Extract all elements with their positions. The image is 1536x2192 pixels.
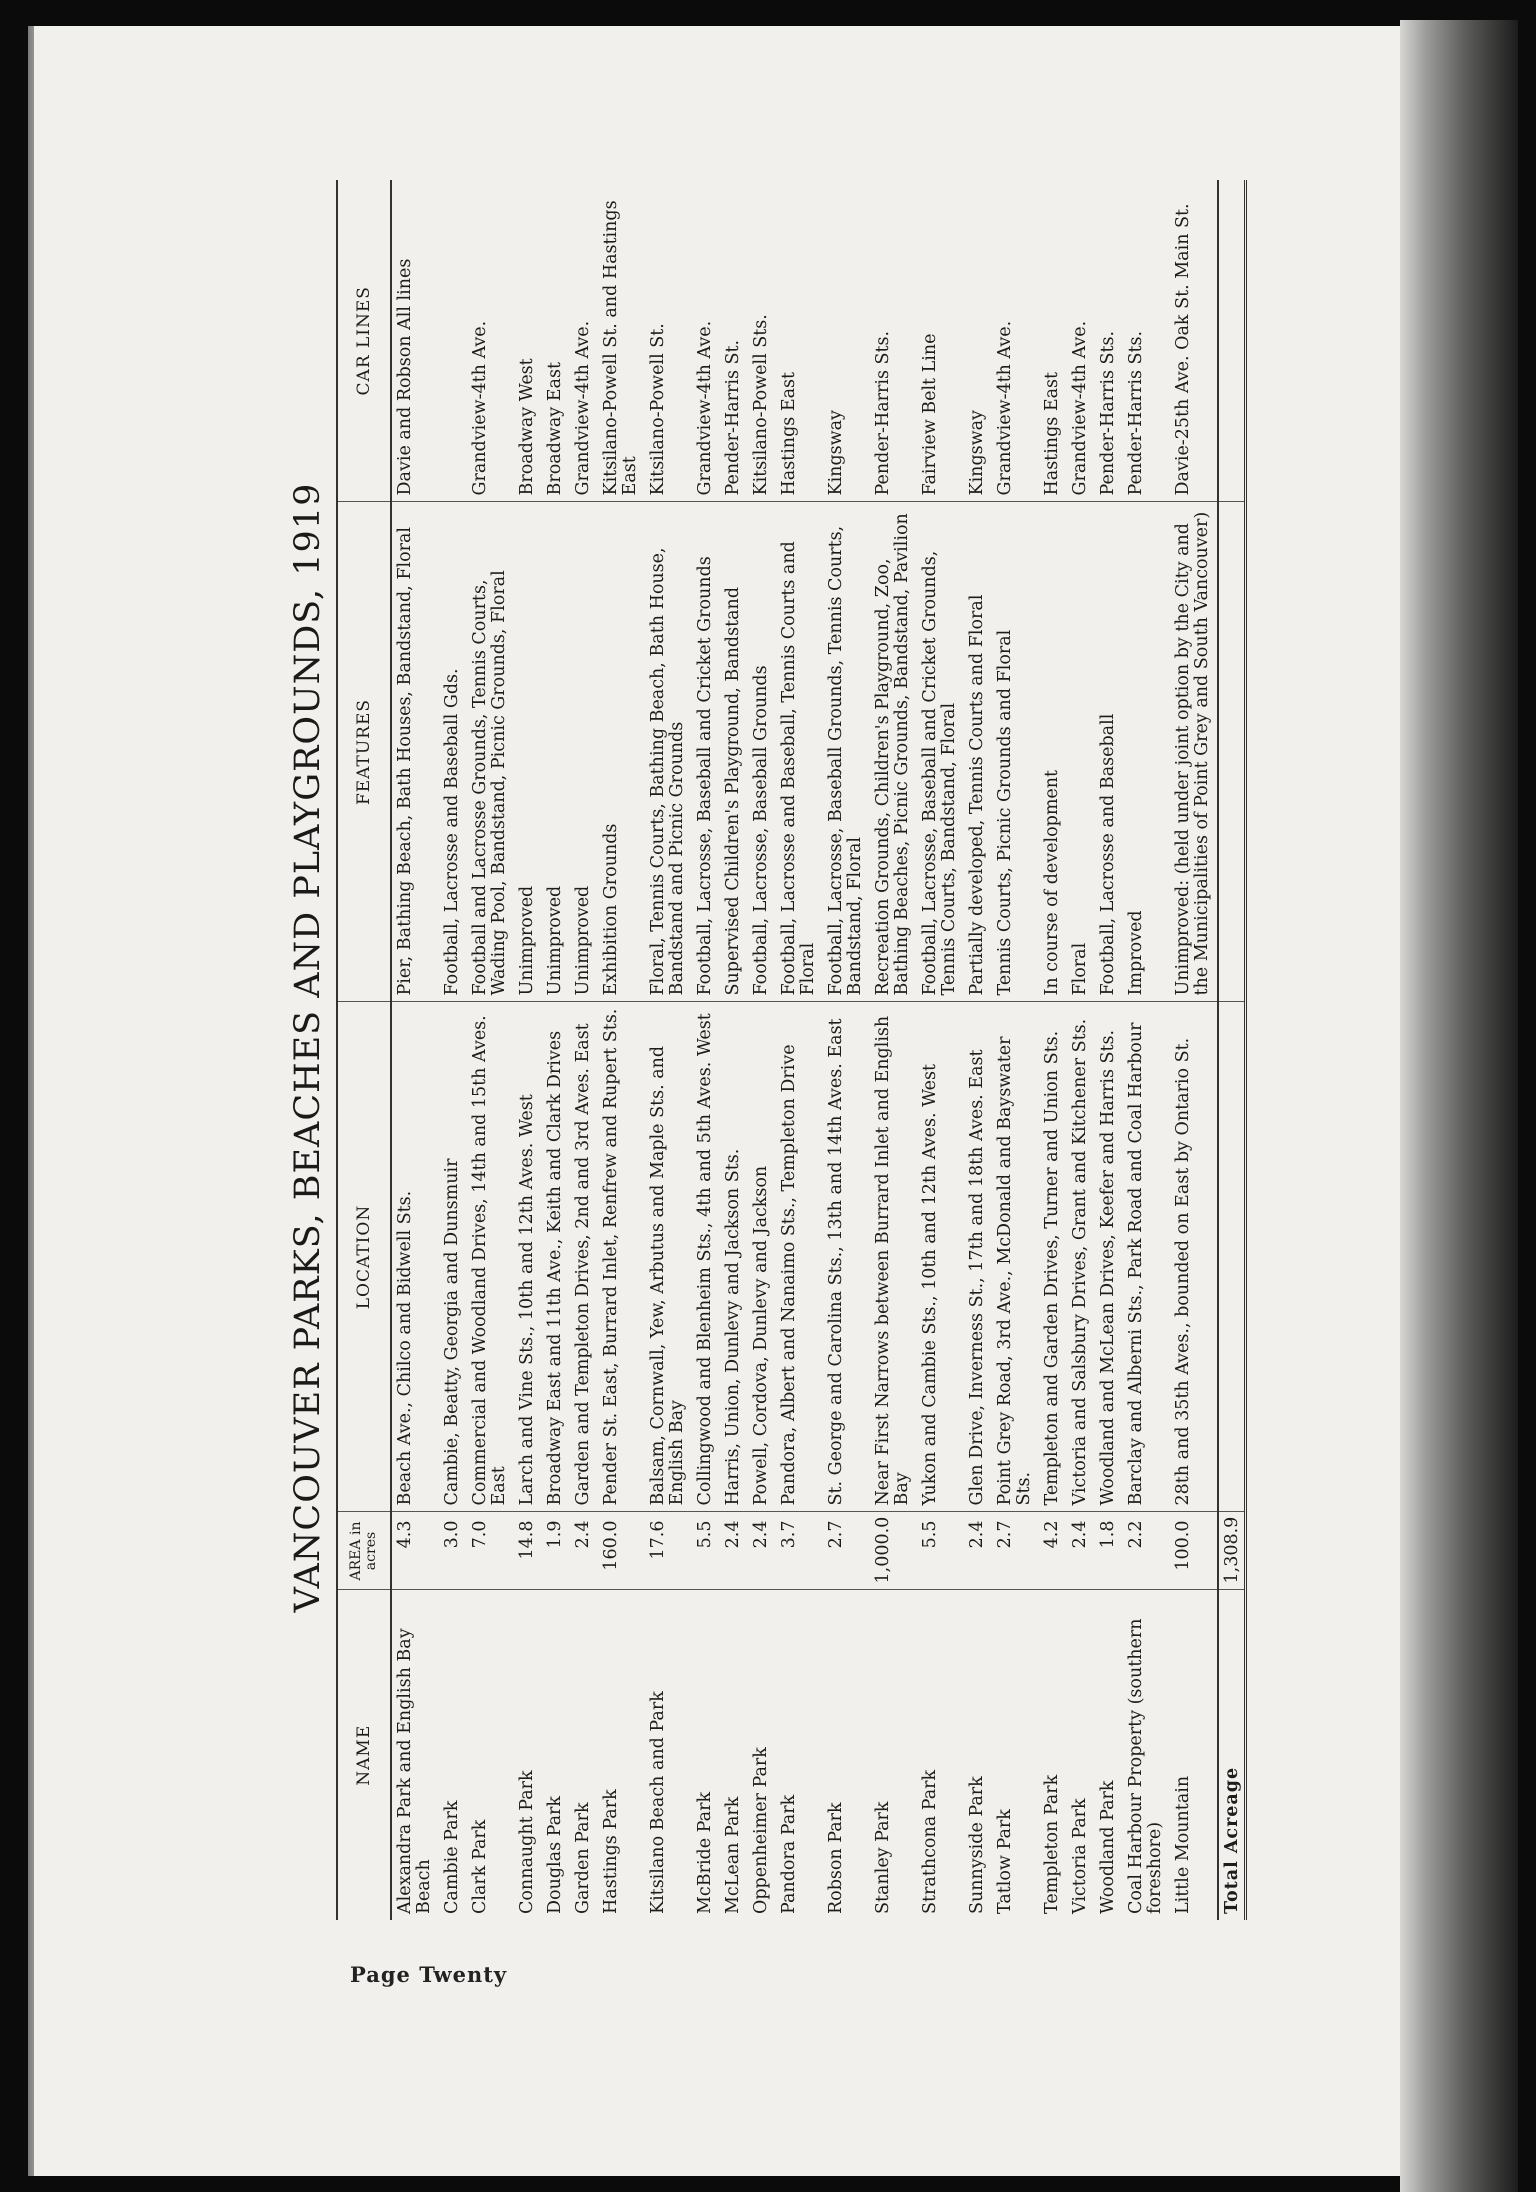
row-features: Football and Lacrosse Grounds, Tennis Courts, Wading Pool, Bandstand, Picnic Grounds, Floral xyxy=(467,502,514,1002)
row-location: Powell, Cordova, Dunlevy and Jackson xyxy=(748,1002,776,1512)
table-row xyxy=(514,180,542,1920)
header-location: LOCATION xyxy=(337,1002,391,1512)
row-location: Pandora, Albert and Nanaimo Sts., Templeton Drive xyxy=(776,1002,823,1512)
header-name: NAME xyxy=(337,1590,391,1920)
row-features: Football, Lacrosse and Baseball Gds. xyxy=(439,502,467,1002)
row-area: 1.8 xyxy=(1095,1512,1123,1590)
row-name: Coal Harbour Property (southern foreshore) xyxy=(1126,1618,1165,1914)
row-location: Victoria and Salsbury Drives, Grant and Kitchener Sts. xyxy=(1067,1002,1095,1512)
row-car-lines: Pender-Harris Sts. xyxy=(1095,180,1123,502)
row-features: Tennis Courts, Picnic Grounds and Floral xyxy=(992,502,1039,1002)
table-header-row xyxy=(337,180,391,1920)
row-features: In course of development xyxy=(1039,502,1067,1002)
row-location: Garden and Templeton Drives, 2nd and 3rd Aves. East xyxy=(570,1002,598,1512)
row-area: 1.9 xyxy=(542,1512,570,1590)
row-area: 100.0 xyxy=(1170,1512,1218,1590)
table-row xyxy=(1067,180,1095,1920)
page-label: Page Twenty xyxy=(350,1962,508,1987)
table-row xyxy=(964,180,992,1920)
table-row xyxy=(542,180,570,1920)
row-features: Football, Lacrosse, Baseball Grounds, Tennis Courts, Bandstand, Floral xyxy=(823,502,870,1002)
header-features: FEATURES xyxy=(337,502,391,1002)
row-features: Football, Lacrosse, Baseball and Cricket Grounds, Tennis Courts, Bandstand, Floral xyxy=(917,502,964,1002)
row-car-lines: Broadway West xyxy=(514,180,542,502)
row-location: Larch and Vine Sts., 10th and 12th Aves. West xyxy=(514,1002,542,1512)
row-area: 2.4 xyxy=(570,1512,598,1590)
table-row xyxy=(570,180,598,1920)
row-features: Exhibition Grounds xyxy=(598,502,645,1002)
row-name: Hastings Park xyxy=(601,1789,621,1914)
table-row xyxy=(692,180,720,1920)
row-area: 1,000.0 xyxy=(870,1512,917,1590)
row-car-lines: Pender-Harris Sts. xyxy=(870,180,917,502)
row-name: Clark Park xyxy=(470,1819,490,1914)
row-car-lines: Kingsway xyxy=(964,180,992,502)
row-name: Douglas Park xyxy=(545,1795,565,1914)
row-car-lines: Grandview-4th Ave. xyxy=(692,180,720,502)
row-area: 2.7 xyxy=(992,1512,1039,1590)
row-name: Kitsilano Beach and Park xyxy=(648,1691,668,1914)
row-location: Point Grey Road, 3rd Ave., McDonald and Bayswater Sts. xyxy=(992,1002,1039,1512)
row-location: St. George and Carolina Sts., 13th and 14th Aves. East xyxy=(823,1002,870,1512)
row-features: Pier, Bathing Beach, Bath Houses, Bandstand, Floral xyxy=(391,502,439,1002)
row-name: Templeton Park xyxy=(1042,1774,1062,1914)
row-features: Unimproved xyxy=(570,502,598,1002)
table-row xyxy=(1039,180,1067,1920)
row-location: Near First Narrows between Burrard Inlet and English Bay xyxy=(870,1002,917,1512)
row-name: Stanley Park xyxy=(873,1801,893,1914)
row-features: Unimproved: (held under joint option by the City and the Municipalities of Point Grey and South Vancouver) xyxy=(1170,502,1218,1002)
row-area: 5.5 xyxy=(692,1512,720,1590)
row-features: Football, Lacrosse, Baseball Grounds xyxy=(748,502,776,1002)
row-name: Pandora Park xyxy=(779,1794,799,1914)
row-name: Woodland Park xyxy=(1098,1780,1118,1914)
row-car-lines: Pender-Harris St. xyxy=(720,180,748,502)
row-name: Connaught Park xyxy=(517,1770,537,1914)
page-edge-shadow xyxy=(1400,20,1518,2192)
row-name: Sunnyside Park xyxy=(967,1776,987,1914)
row-area: 2.7 xyxy=(823,1512,870,1590)
table-row xyxy=(439,180,467,1920)
row-name: Strathcona Park xyxy=(920,1769,940,1914)
table-row xyxy=(992,180,1039,1920)
row-name: Oppenheimer Park xyxy=(751,1747,771,1914)
row-features: Football, Lacrosse, Baseball and Cricket Grounds xyxy=(692,502,720,1002)
table-row xyxy=(1123,180,1170,1920)
row-location: Harris, Union, Dunlevy and Jackson Sts. xyxy=(720,1002,748,1512)
row-area: 14.8 xyxy=(514,1512,542,1590)
row-features: Football, Lacrosse and Baseball, Tennis Courts and Floral xyxy=(776,502,823,1002)
row-area: 2.2 xyxy=(1123,1512,1170,1590)
row-car-lines: Kitsilano-Powell Sts. xyxy=(748,180,776,502)
row-car-lines: Pender-Harris Sts. xyxy=(1123,180,1170,502)
table-row xyxy=(720,180,748,1920)
row-car-lines: Broadway East xyxy=(542,180,570,502)
row-name: Robson Park xyxy=(826,1802,846,1914)
row-car-lines: Fairview Belt Line xyxy=(917,180,964,502)
table-row xyxy=(917,180,964,1920)
header-area: AREA in acres xyxy=(337,1512,391,1590)
row-car-lines: Hastings East xyxy=(1039,180,1067,502)
row-name: McLean Park xyxy=(723,1796,743,1914)
row-car-lines: Kitsilano-Powell St. and Hastings East xyxy=(598,180,645,502)
row-name: Cambie Park xyxy=(442,1800,462,1914)
row-location: Barclay and Alberni Sts., Park Road and Coal Harbour xyxy=(1123,1002,1170,1512)
total-row xyxy=(1218,180,1246,1920)
header-car-lines: CAR LINES xyxy=(337,180,391,502)
row-location: Commercial and Woodland Drives, 14th and 15th Aves. East xyxy=(467,1002,514,1512)
row-name: Little Mountain xyxy=(1173,1775,1193,1914)
row-area: 2.4 xyxy=(748,1512,776,1590)
row-car-lines: Grandview-4th Ave. xyxy=(467,180,514,502)
row-features: Floral, Tennis Courts, Bathing Beach, Bath House, Bandstand and Picnic Grounds xyxy=(645,502,692,1002)
table-row xyxy=(467,180,514,1920)
table-row xyxy=(645,180,692,1920)
row-area: 4.3 xyxy=(391,1512,439,1590)
row-area: 17.6 xyxy=(645,1512,692,1590)
row-name: Tatlow Park xyxy=(995,1809,1015,1914)
row-area: 3.7 xyxy=(776,1512,823,1590)
row-features: Football, Lacrosse and Baseball xyxy=(1095,502,1123,1002)
row-location: Templeton and Garden Drives, Turner and Union Sts. xyxy=(1039,1002,1067,1512)
row-location: Woodland and McLean Drives, Keefer and Harris Sts. xyxy=(1095,1002,1123,1512)
row-car-lines: Hastings East xyxy=(776,180,823,502)
table-row xyxy=(1170,180,1218,1920)
row-location: Cambie, Beatty, Georgia and Dunsmuir xyxy=(439,1002,467,1512)
row-area: 5.5 xyxy=(917,1512,964,1590)
table-row xyxy=(776,180,823,1920)
row-area: 2.4 xyxy=(720,1512,748,1590)
row-features: Floral xyxy=(1067,502,1095,1002)
table-body xyxy=(391,180,1218,1920)
row-name: Garden Park xyxy=(573,1802,593,1914)
row-name: Alexandra Park and English Bay Beach xyxy=(395,1628,434,1914)
rotated-table-block xyxy=(280,180,1370,1940)
table-row xyxy=(823,180,870,1920)
row-location: 28th and 35th Aves., bounded on East by Ontario St. xyxy=(1170,1002,1218,1512)
row-features: Improved xyxy=(1123,502,1170,1002)
table-row xyxy=(870,180,917,1920)
row-car-lines: Grandview-4th Ave. xyxy=(992,180,1039,502)
row-area: 2.4 xyxy=(1067,1512,1095,1590)
row-car-lines: Grandview-4th Ave. xyxy=(570,180,598,502)
row-area: 7.0 xyxy=(467,1512,514,1590)
row-car-lines: Kitsilano-Powell St. xyxy=(645,180,692,502)
row-car-lines: Grandview-4th Ave. xyxy=(1067,180,1095,502)
row-car-lines: Davie and Robson All lines xyxy=(391,180,439,502)
table-row xyxy=(598,180,645,1920)
row-area: 2.4 xyxy=(964,1512,992,1590)
row-area: 160.0 xyxy=(598,1512,645,1590)
row-location: Glen Drive, Inverness St., 17th and 18th Aves. East xyxy=(964,1002,992,1512)
row-features: Supervised Children's Playground, Bandstand xyxy=(720,502,748,1002)
row-car-lines xyxy=(439,180,467,502)
row-features: Unimproved xyxy=(514,502,542,1002)
table-row xyxy=(748,180,776,1920)
row-location: Yukon and Cambie Sts., 10th and 12th Aves. West xyxy=(917,1002,964,1512)
row-location: Collingwood and Blenheim Sts., 4th and 5th Aves. West xyxy=(692,1002,720,1512)
total-label: Total Acreage xyxy=(1218,1590,1246,1920)
row-car-lines: Davie-25th Ave. Oak St. Main St. xyxy=(1170,180,1218,502)
row-location: Beach Ave., Chilco and Bidwell Sts. xyxy=(391,1002,439,1512)
parks-table xyxy=(336,180,1247,1920)
page-title: VANCOUVER PARKS, BEACHES AND PLAYGROUNDS, 1919 xyxy=(288,482,328,1613)
table-row xyxy=(391,180,439,1920)
row-name: Victoria Park xyxy=(1070,1798,1090,1914)
row-car-lines: Kingsway xyxy=(823,180,870,502)
row-name: McBride Park xyxy=(695,1791,715,1914)
row-location: Broadway East and 11th Ave., Keith and Clark Drives xyxy=(542,1002,570,1512)
table-row xyxy=(1095,180,1123,1920)
row-features: Recreation Grounds, Children's Playground, Zoo, Bathing Beaches, Picnic Grounds, Bandstand, Pavilion xyxy=(870,502,917,1002)
row-features: Unimproved xyxy=(542,502,570,1002)
row-area: 4.2 xyxy=(1039,1512,1067,1590)
row-location: Balsam, Cornwall, Yew, Arbutus and Maple Sts. and English Bay xyxy=(645,1002,692,1512)
row-features: Partially developed, Tennis Courts and Floral xyxy=(964,502,992,1002)
total-area: 1,308.9 xyxy=(1218,1512,1246,1590)
row-location: Pender St. East, Burrard Inlet, Renfrew and Rupert Sts. xyxy=(598,1002,645,1512)
row-area: 3.0 xyxy=(439,1512,467,1590)
